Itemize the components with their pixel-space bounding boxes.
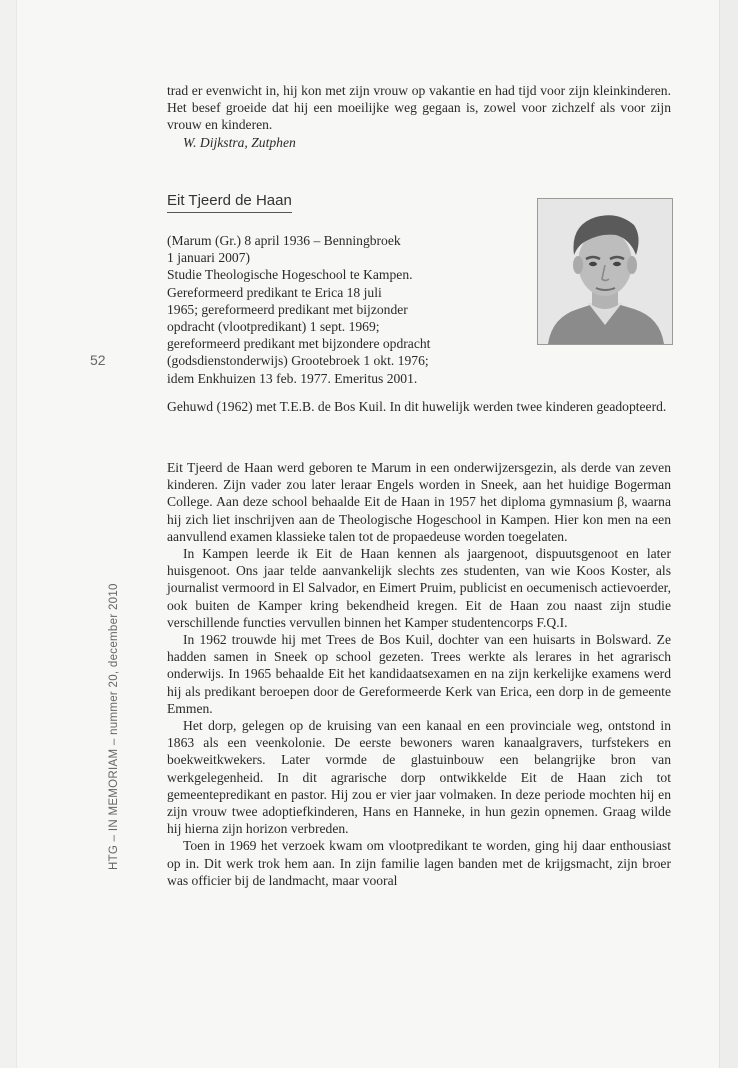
running-footer: HTG – IN MEMORIAM – nummer 20, december 2010 <box>108 583 120 870</box>
bio-line: 1965; gereformeerd predikant met bijzonder <box>167 301 408 317</box>
body-paragraph-4: Het dorp, gelegen op de kruising van een kanaal en een provinciale weg, ontstond in 1863 als een veenkolonie. De eerste bewoners waren kanaalgravers, turfstekers en boekweitkwekers. Later vormde de glastuinbouw een belangrijke bron van werkgelegenheid. In dit agrarische dorp ontwikkelde Eit de Haan zich tot gemeentepredikant en pastor. Hij zou er vier jaar volmaken. In deze periode mochten hij en zijn vrouw twee adoptiefkinderen, Hans en Hanneke, in hun gezin opnemen. Graag wilde hij hierna zijn horizon verbreden. <box>167 718 671 837</box>
bio-tail-text: Gehuwd (1962) met T.E.B. de Bos Kuil. In dit huwelijk werden twee kinderen geadopteerd. <box>167 399 667 414</box>
body-paragraph-3: In 1962 trouwde hij met Trees de Bos Kuil, dochter van een huisarts in Bolsward. Ze hadden samen in Sneek op school gezeten. Trees werkte als lerares in het agrarisch onderwijs. In 1965 behaalde Eit het kandidaatsexamen en na zijn kerkelijke examens werd hij als predikant beroepen door de Gereformeerde Kerk van Erica, een dorp in de gemeente Emmen. <box>167 632 671 716</box>
bio-marriage <box>167 398 671 415</box>
top-paragraph: trad er evenwicht in, hij kon met zijn vrouw op vakantie en had tijd voor zijn kleinkinderen. Het besef groeide dat hij een moeilijke weg gegaan is, zowel voor zichzelf als voor zijn vrouw en kinderen. <box>167 83 671 133</box>
bio-line: opdracht (vlootpredikant) 1 sept. 1969; <box>167 319 380 335</box>
bio-line: gereformeerd predikant met bijzondere opdracht <box>167 336 431 352</box>
bio-line: Studie Theologische Hogeschool te Kampen. <box>167 267 413 283</box>
body-paragraph-2: In Kampen leerde ik Eit de Haan kennen als jaargenoot, dispuutsgenoot en later huisgenoot. Ons jaar telde aanvankelijk slechts zes studenten, van wie Koos Koster, als journalist vermoord in El Salvador, en Eimert Pruim, publicist en oecumenisch actievoerder, ook buiten de Kamper kring bekendheid kregen. Eit de Haan zou naast zijn studie verschillende functies vervullen binnen het Kamper studentencorps F.Q.I. <box>167 546 671 630</box>
bio-summary <box>167 232 522 387</box>
bio-line: (Marum (Gr.) 8 april 1936 – Benningbroek <box>167 233 401 248</box>
obituary-heading: Eit Tjeerd de Haan <box>167 192 292 213</box>
body-text <box>167 459 671 889</box>
bio-line: idem Enkhuizen 13 feb. 1977. Emeritus 2001. <box>167 370 418 386</box>
signature: W. Dijkstra, Zutphen <box>183 134 296 150</box>
portrait-photo <box>537 198 673 345</box>
page-number: 52 <box>90 352 106 368</box>
body-paragraph-1: Eit Tjeerd de Haan werd geboren te Marum in een onderwijzersgezin, als derde van zeven kinderen. Zijn vader zou later leraar Engels worden in Sneek, aan het huidige Bogerman College. Aan deze school behaalde Eit de Haan in 1957 het diploma gymnasium β, waarna hij zich liet inschrijven aan de Theologische Hogeschool in Kampen. Hier kon men na een aanvullend examen klassieke talen tot de propaedeuse worden toegelaten. <box>167 460 671 544</box>
page-left-edge <box>0 0 17 1068</box>
bio-line: Gereformeerd predikant te Erica 18 juli <box>167 284 382 300</box>
portrait-illustration <box>538 199 672 344</box>
bio-line: (godsdienstonderwijs) Grootebroek 1 okt. 1976; <box>167 353 429 369</box>
bio-line: 1 januari 2007) <box>167 250 251 266</box>
page-right-edge <box>719 0 738 1068</box>
body-paragraph-5: Toen in 1969 het verzoek kwam om vlootpredikant te worden, ging hij daar enthousiast op in. Dit werk trok hem aan. In zijn familie lagen banden met de krijgsmacht, zijn broer was officier bij de landmacht, maar vooral <box>167 838 671 888</box>
top-section <box>167 82 671 151</box>
